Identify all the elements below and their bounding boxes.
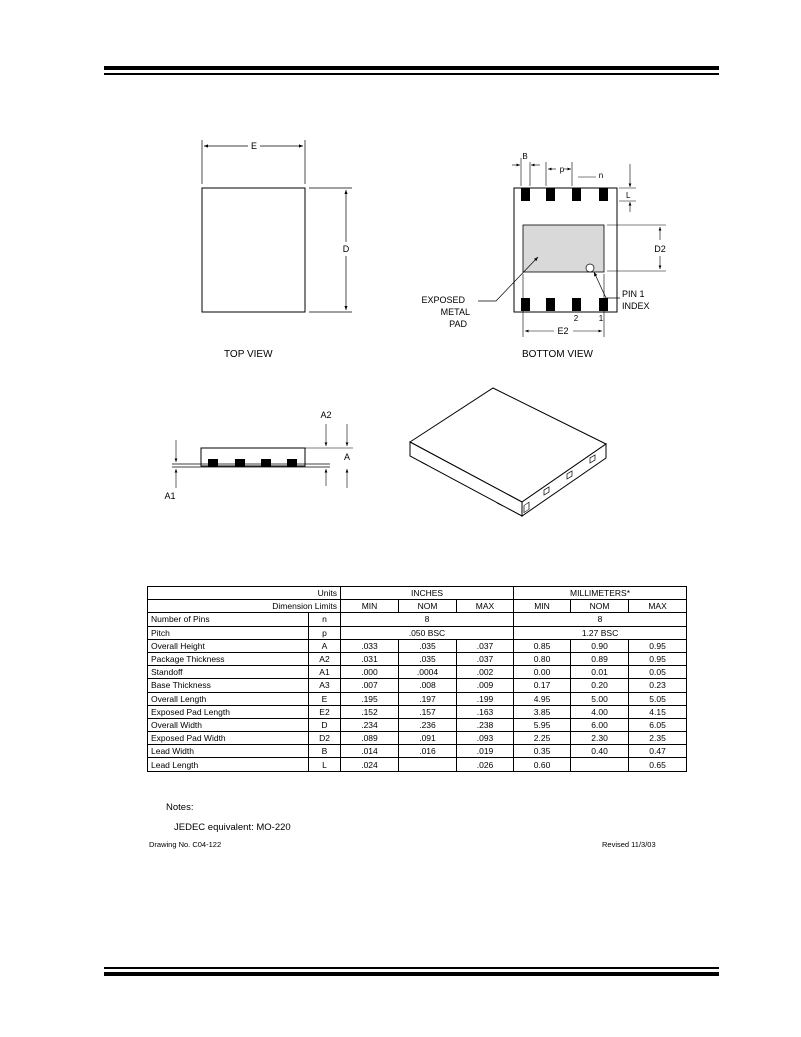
- dimension-value: 0.89: [571, 652, 629, 665]
- table-row: [148, 666, 687, 679]
- units-header: Units: [148, 587, 341, 600]
- dimension-value: .019: [457, 745, 514, 758]
- footer-rule-thick: [104, 972, 719, 976]
- dimension-value: [399, 758, 457, 771]
- dimension-value: .002: [457, 666, 514, 679]
- dimension-value: 4.00: [571, 705, 629, 718]
- col-header: MIN: [514, 600, 571, 613]
- dimension-value: 0.90: [571, 639, 629, 652]
- dimension-value: .035: [399, 652, 457, 665]
- dimension-symbol: D2: [309, 732, 341, 745]
- dimension-value: 4.95: [514, 692, 571, 705]
- dimension-value: .157: [399, 705, 457, 718]
- dim-B-label: B: [522, 152, 528, 161]
- dimension-symbol: B: [309, 745, 341, 758]
- dimension-name: Lead Length: [148, 758, 309, 771]
- dimension-value: 2.30: [571, 732, 629, 745]
- dimension-value: .037: [457, 639, 514, 652]
- dimension-value: 0.20: [571, 679, 629, 692]
- dimension-value: .014: [341, 745, 399, 758]
- jedec-note: JEDEC equivalent: MO-220: [174, 822, 291, 833]
- exposed-pad-label-3: PAD: [449, 319, 467, 329]
- dimension-value: 2.25: [514, 732, 571, 745]
- dimension-value: .238: [457, 718, 514, 731]
- dimension-value: 0.95: [629, 652, 687, 665]
- dimension-value: .236: [399, 718, 457, 731]
- dimension-value: 0.80: [514, 652, 571, 665]
- dimension-value: .031: [341, 652, 399, 665]
- pin1-index-label-2: INDEX: [622, 301, 650, 311]
- dimension-name: Overall Height: [148, 639, 309, 652]
- dimension-symbol: E: [309, 692, 341, 705]
- dimension-value: .197: [399, 692, 457, 705]
- bottom-view-caption: BOTTOM VIEW: [522, 349, 593, 360]
- top-view-caption: TOP VIEW: [224, 349, 273, 360]
- inches-header: INCHES: [341, 587, 514, 600]
- dimension-value: 2.35: [629, 732, 687, 745]
- table-row: [148, 639, 687, 652]
- pin-1-number: 1: [598, 314, 604, 323]
- dimension-value: 0.17: [514, 679, 571, 692]
- dimension-value: 8: [341, 613, 514, 626]
- dimension-value: 1.27 BSC: [514, 626, 687, 639]
- table-row: [148, 758, 687, 771]
- dim-E2-label: E2: [557, 326, 569, 336]
- dimension-value: 0.47: [629, 745, 687, 758]
- dimension-limits-header: Dimension Limits: [148, 600, 341, 613]
- dim-A2-label: A2: [320, 410, 332, 420]
- dimension-value: 0.65: [629, 758, 687, 771]
- dimension-symbol: A: [309, 639, 341, 652]
- dimension-value: 0.01: [571, 666, 629, 679]
- top-view: [202, 140, 352, 312]
- dimension-name: Standoff: [148, 666, 309, 679]
- dimension-symbol: A3: [309, 679, 341, 692]
- table-row: [148, 613, 687, 626]
- dimension-symbol: D: [309, 718, 341, 731]
- dimension-value: .009: [457, 679, 514, 692]
- table-row: [148, 718, 687, 731]
- dimension-value: .152: [341, 705, 399, 718]
- revision-date: Revised 11/3/03: [602, 840, 656, 849]
- dimension-value: 6.05: [629, 718, 687, 731]
- dimension-symbol: p: [309, 626, 341, 639]
- dimension-symbol: A1: [309, 666, 341, 679]
- col-header: MIN: [341, 600, 399, 613]
- exposed-pad-label-1: EXPOSED: [421, 295, 465, 305]
- dimension-symbol: E2: [309, 705, 341, 718]
- dimension-value: .091: [399, 732, 457, 745]
- dimension-value: .050 BSC: [341, 626, 514, 639]
- table-row: [148, 745, 687, 758]
- side-view: [164, 410, 353, 501]
- col-header: MAX: [629, 600, 687, 613]
- dimension-value: 0.60: [514, 758, 571, 771]
- notes-title: Notes:: [166, 802, 194, 813]
- dimension-value: [571, 758, 629, 771]
- dimension-value: .195: [341, 692, 399, 705]
- dimension-name: Number of Pins: [148, 613, 309, 626]
- dim-A1-label: A1: [164, 491, 176, 501]
- dim-D2-label: D2: [654, 244, 666, 254]
- footer-rule-thin: [104, 967, 719, 969]
- dimension-value: 5.05: [629, 692, 687, 705]
- dim-L-label: L: [626, 191, 631, 200]
- dimension-value: 0.85: [514, 639, 571, 652]
- col-header: NOM: [571, 600, 629, 613]
- dimension-value: 0.00: [514, 666, 571, 679]
- dimension-value: .0004: [399, 666, 457, 679]
- dimension-value: .026: [457, 758, 514, 771]
- dimension-value: .093: [457, 732, 514, 745]
- table-row: [148, 692, 687, 705]
- dimension-value: .024: [341, 758, 399, 771]
- dim-n-label: n: [598, 171, 604, 180]
- dimension-name: Pitch: [148, 626, 309, 639]
- dimension-value: .033: [341, 639, 399, 652]
- drawing-number: Drawing No. C04-122: [149, 840, 222, 849]
- millimeters-header: MILLIMETERS*: [514, 587, 687, 600]
- dimension-value: .089: [341, 732, 399, 745]
- pin-2-number: 2: [573, 314, 579, 323]
- dimension-value: 8: [514, 613, 687, 626]
- dimension-value: .000: [341, 666, 399, 679]
- header-row-limits: [148, 600, 687, 613]
- dimension-value: 3.85: [514, 705, 571, 718]
- table-row: [148, 652, 687, 665]
- dimension-value: 5.95: [514, 718, 571, 731]
- dimension-name: Overall Length: [148, 692, 309, 705]
- dimension-value: .163: [457, 705, 514, 718]
- dimension-name: Base Thickness: [148, 679, 309, 692]
- table-row: [148, 732, 687, 745]
- dimensions-table: [147, 586, 687, 772]
- header-row-units: [148, 587, 687, 600]
- dimension-value: .234: [341, 718, 399, 731]
- table-row: [148, 705, 687, 718]
- dimension-symbol: L: [309, 758, 341, 771]
- dimension-name: Lead Width: [148, 745, 309, 758]
- dimension-value: .007: [341, 679, 399, 692]
- pin1-index-label-1: PIN 1: [622, 289, 645, 299]
- dimension-name: Exposed Pad Length: [148, 705, 309, 718]
- col-header: NOM: [399, 600, 457, 613]
- package-3d-view: [410, 388, 606, 516]
- bottom-view: [421, 152, 666, 337]
- dimension-value: 0.40: [571, 745, 629, 758]
- dimension-value: 5.00: [571, 692, 629, 705]
- table-row: [148, 679, 687, 692]
- pin1-index-mark: [586, 264, 594, 272]
- col-header: MAX: [457, 600, 514, 613]
- dimension-name: Overall Width: [148, 718, 309, 731]
- dimension-value: .199: [457, 692, 514, 705]
- table-row: [148, 626, 687, 639]
- dimension-value: 0.95: [629, 639, 687, 652]
- dimension-value: .008: [399, 679, 457, 692]
- dimension-value: .037: [457, 652, 514, 665]
- dimension-value: 0.35: [514, 745, 571, 758]
- dimension-value: 6.00: [571, 718, 629, 731]
- dim-E-label: E: [250, 141, 258, 151]
- dimension-name: Exposed Pad Width: [148, 732, 309, 745]
- dim-D-label: D: [342, 244, 350, 254]
- dimension-name: Package Thickness: [148, 652, 309, 665]
- dimension-value: 0.05: [629, 666, 687, 679]
- dim-p-label: p: [559, 165, 565, 174]
- dimension-symbol: A2: [309, 652, 341, 665]
- dimension-value: .016: [399, 745, 457, 758]
- dimension-value: 4.15: [629, 705, 687, 718]
- dimension-value: .035: [399, 639, 457, 652]
- dimension-value: 0.23: [629, 679, 687, 692]
- dimension-symbol: n: [309, 613, 341, 626]
- dim-A-label: A: [343, 452, 351, 462]
- exposed-pad-label-2: METAL: [440, 307, 470, 317]
